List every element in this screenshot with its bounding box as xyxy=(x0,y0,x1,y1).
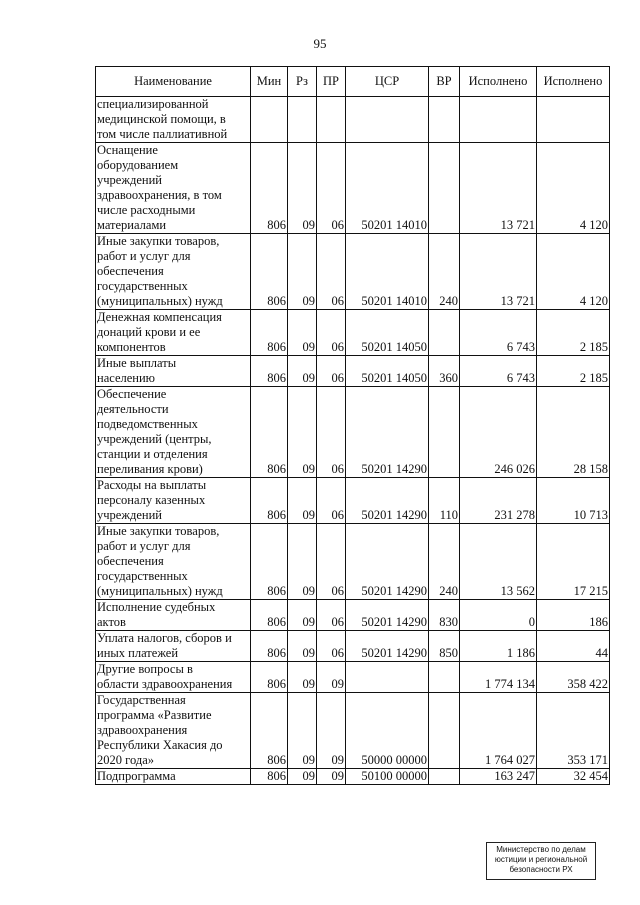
cell-rz: 09 xyxy=(288,662,317,693)
cell-executed-2: 358 422 xyxy=(537,662,610,693)
table-row xyxy=(96,143,610,234)
cell-executed-2: 2 185 xyxy=(537,356,610,387)
cell-executed-2 xyxy=(537,97,610,143)
header-executed-1: Исполнено xyxy=(460,67,537,97)
cell-executed-1: 6 743 xyxy=(460,310,537,356)
header-rz: Рз xyxy=(288,67,317,97)
cell-rz xyxy=(288,97,317,143)
cell-rz: 09 xyxy=(288,234,317,310)
cell-min: 806 xyxy=(251,387,288,478)
cell-executed-2: 10 713 xyxy=(537,478,610,524)
stamp-line: Министерство по делам xyxy=(496,845,586,854)
cell-executed-1: 1 186 xyxy=(460,631,537,662)
cell-name: Иные закупки товаров, работ и услуг для обеспечения государственных (муниципальных) нужд xyxy=(96,234,251,310)
cell-name: Обеспечение деятельности подведомственных учреждений (центры, станции и отделения переливания крови) xyxy=(96,387,251,478)
cell-executed-1: 13 562 xyxy=(460,524,537,600)
cell-csr: 50201 14290 xyxy=(346,478,429,524)
header-name: Наименование xyxy=(96,67,251,97)
cell-min: 806 xyxy=(251,600,288,631)
cell-rz: 09 xyxy=(288,631,317,662)
cell-csr: 50201 14010 xyxy=(346,234,429,310)
cell-vr: 360 xyxy=(429,356,460,387)
table-header-row xyxy=(96,67,610,97)
table-row xyxy=(96,387,610,478)
budget-table xyxy=(95,66,610,785)
cell-executed-2: 4 120 xyxy=(537,234,610,310)
table-row xyxy=(96,693,610,769)
cell-csr: 50201 14050 xyxy=(346,310,429,356)
cell-vr: 830 xyxy=(429,600,460,631)
header-min: Мин xyxy=(251,67,288,97)
cell-vr xyxy=(429,387,460,478)
cell-name: Исполнение судебных актов xyxy=(96,600,251,631)
cell-vr: 850 xyxy=(429,631,460,662)
cell-pr: 09 xyxy=(317,769,346,785)
cell-rz: 09 xyxy=(288,693,317,769)
table-row xyxy=(96,524,610,600)
cell-vr xyxy=(429,97,460,143)
cell-rz: 09 xyxy=(288,356,317,387)
header-executed-2: Исполнено xyxy=(537,67,610,97)
cell-min: 806 xyxy=(251,143,288,234)
cell-min: 806 xyxy=(251,310,288,356)
table-row xyxy=(96,356,610,387)
cell-name: Оснащение оборудованием учреждений здравоохранения, в том числе расходными материалами xyxy=(96,143,251,234)
cell-min: 806 xyxy=(251,524,288,600)
cell-vr: 110 xyxy=(429,478,460,524)
cell-executed-1: 0 xyxy=(460,600,537,631)
cell-executed-1: 1 764 027 xyxy=(460,693,537,769)
cell-min: 806 xyxy=(251,234,288,310)
table-body xyxy=(96,97,610,785)
cell-executed-2: 44 xyxy=(537,631,610,662)
cell-vr xyxy=(429,310,460,356)
cell-min xyxy=(251,97,288,143)
cell-name: Иные выплаты населению xyxy=(96,356,251,387)
cell-pr: 06 xyxy=(317,310,346,356)
cell-pr: 06 xyxy=(317,234,346,310)
cell-executed-1: 13 721 xyxy=(460,143,537,234)
cell-executed-2: 4 120 xyxy=(537,143,610,234)
cell-rz: 09 xyxy=(288,387,317,478)
cell-min: 806 xyxy=(251,356,288,387)
cell-executed-2: 353 171 xyxy=(537,693,610,769)
cell-csr xyxy=(346,662,429,693)
cell-rz: 09 xyxy=(288,600,317,631)
cell-csr: 50201 14290 xyxy=(346,524,429,600)
cell-vr: 240 xyxy=(429,524,460,600)
table-row xyxy=(96,310,610,356)
cell-executed-1: 1 774 134 xyxy=(460,662,537,693)
table-row xyxy=(96,234,610,310)
cell-executed-2: 186 xyxy=(537,600,610,631)
cell-rz: 09 xyxy=(288,310,317,356)
cell-name: Денежная компенсация донаций крови и ее компонентов xyxy=(96,310,251,356)
cell-min: 806 xyxy=(251,662,288,693)
registration-stamp xyxy=(486,842,596,880)
cell-name: Подпрограмма xyxy=(96,769,251,785)
table-row xyxy=(96,600,610,631)
cell-csr: 50201 14290 xyxy=(346,631,429,662)
cell-name: Государственная программа «Развитие здравоохранения Республики Хакасия до 2020 года» xyxy=(96,693,251,769)
table-row xyxy=(96,97,610,143)
cell-pr: 06 xyxy=(317,387,346,478)
cell-vr xyxy=(429,143,460,234)
cell-csr: 50201 14290 xyxy=(346,600,429,631)
cell-rz: 09 xyxy=(288,769,317,785)
cell-min: 806 xyxy=(251,631,288,662)
cell-pr: 06 xyxy=(317,600,346,631)
stamp-line: юстиции и региональной xyxy=(494,855,588,864)
cell-name: специализированной медицинской помощи, в том числе паллиативной xyxy=(96,97,251,143)
cell-name: Другие вопросы в области здравоохранения xyxy=(96,662,251,693)
cell-executed-1: 6 743 xyxy=(460,356,537,387)
cell-rz: 09 xyxy=(288,143,317,234)
cell-rz: 09 xyxy=(288,478,317,524)
cell-executed-2: 2 185 xyxy=(537,310,610,356)
table-row xyxy=(96,631,610,662)
stamp-line: безопасности РХ xyxy=(509,865,573,874)
table-row xyxy=(96,662,610,693)
cell-vr xyxy=(429,769,460,785)
cell-min: 806 xyxy=(251,478,288,524)
header-csr: ЦСР xyxy=(346,67,429,97)
cell-executed-1: 13 721 xyxy=(460,234,537,310)
table-row xyxy=(96,478,610,524)
cell-pr: 09 xyxy=(317,693,346,769)
cell-pr: 06 xyxy=(317,143,346,234)
cell-csr: 50000 00000 xyxy=(346,693,429,769)
cell-rz: 09 xyxy=(288,524,317,600)
cell-vr xyxy=(429,693,460,769)
cell-pr: 06 xyxy=(317,356,346,387)
cell-pr: 06 xyxy=(317,524,346,600)
cell-name: Расходы на выплаты персоналу казенных учреждений xyxy=(96,478,251,524)
cell-name: Уплата налогов, сборов и иных платежей xyxy=(96,631,251,662)
cell-executed-1: 163 247 xyxy=(460,769,537,785)
cell-csr xyxy=(346,97,429,143)
cell-csr: 50100 00000 xyxy=(346,769,429,785)
cell-name: Иные закупки товаров, работ и услуг для обеспечения государственных (муниципальных) нужд xyxy=(96,524,251,600)
table-row xyxy=(96,769,610,785)
cell-csr: 50201 14010 xyxy=(346,143,429,234)
cell-vr: 240 xyxy=(429,234,460,310)
cell-executed-1: 246 026 xyxy=(460,387,537,478)
header-pr: ПР xyxy=(317,67,346,97)
cell-pr: 06 xyxy=(317,631,346,662)
header-vr: ВР xyxy=(429,67,460,97)
page-number: 95 xyxy=(313,36,327,51)
cell-pr: 09 xyxy=(317,662,346,693)
cell-csr: 50201 14050 xyxy=(346,356,429,387)
cell-min: 806 xyxy=(251,769,288,785)
cell-executed-2: 28 158 xyxy=(537,387,610,478)
cell-csr: 50201 14290 xyxy=(346,387,429,478)
cell-executed-2: 32 454 xyxy=(537,769,610,785)
cell-executed-1: 231 278 xyxy=(460,478,537,524)
cell-min: 806 xyxy=(251,693,288,769)
cell-vr xyxy=(429,662,460,693)
cell-executed-2: 17 215 xyxy=(537,524,610,600)
cell-pr xyxy=(317,97,346,143)
cell-pr: 06 xyxy=(317,478,346,524)
cell-executed-1 xyxy=(460,97,537,143)
